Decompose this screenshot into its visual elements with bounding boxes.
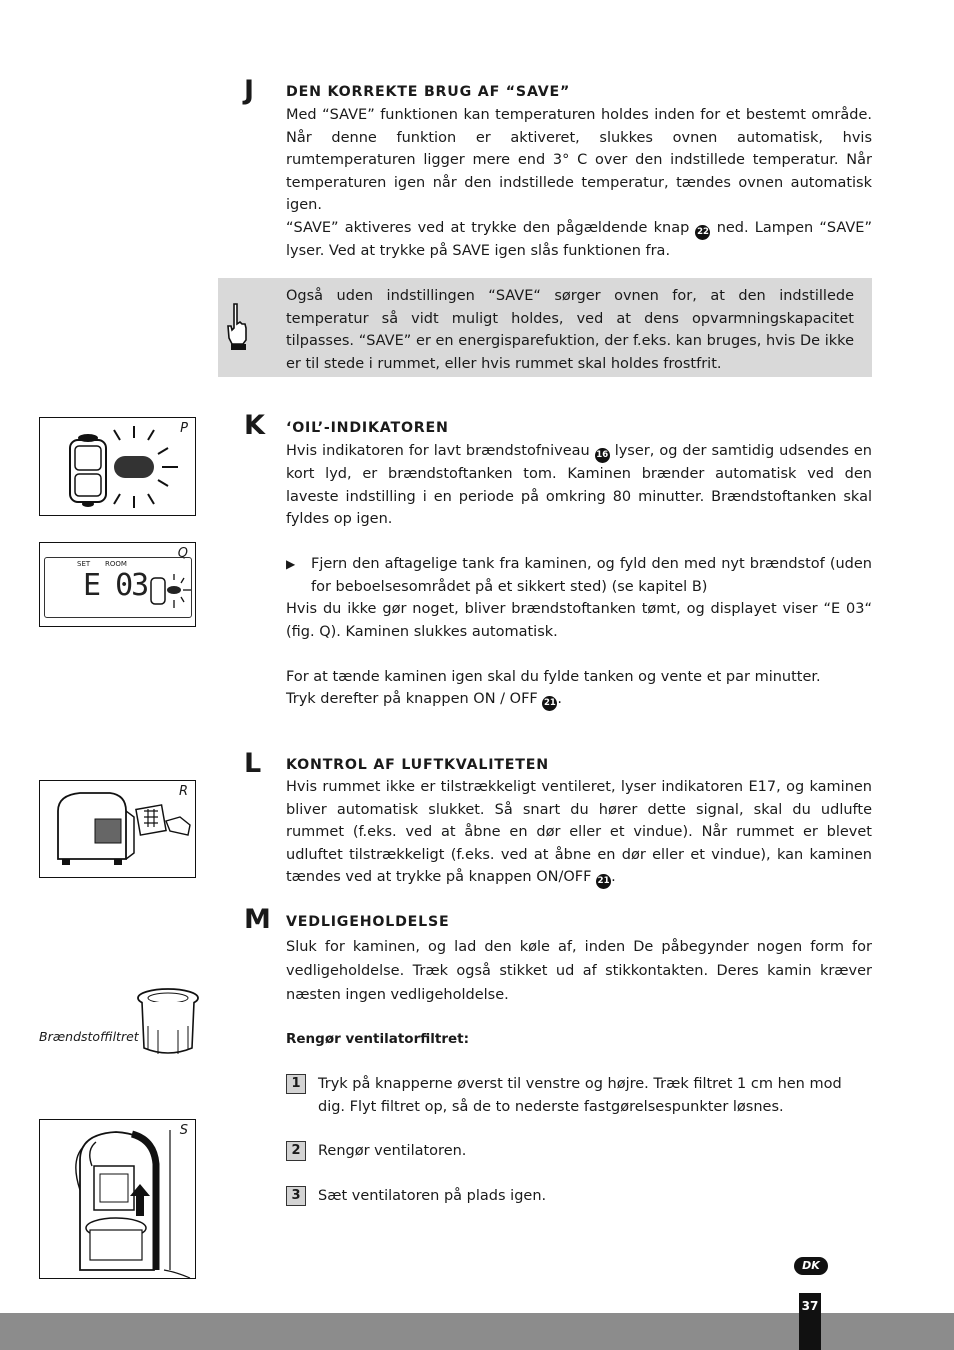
fuel-filter-illustration: [134, 986, 202, 1058]
error-code-display: E 03: [83, 568, 148, 603]
figure-s: [39, 1119, 196, 1279]
section-letter-m: M: [244, 904, 271, 935]
bullet-arrow-icon: ▶: [286, 557, 296, 571]
section-heading-m: VEDLIGEHOLDELSE: [286, 914, 450, 930]
section-text-l: [286, 776, 872, 889]
language-badge: DK: [794, 1257, 828, 1275]
reference-number: 16: [595, 448, 610, 463]
step-number: 3: [286, 1186, 306, 1206]
step-item: [286, 1073, 872, 1118]
tip-box: [218, 278, 872, 377]
figure-label: P: [180, 421, 188, 436]
section-heading-k: ‘OIL’-INDIKATOREN: [286, 420, 449, 436]
section-text-k: [286, 440, 872, 711]
filter-caption: Brændstoffiltret: [39, 1029, 139, 1044]
oil-indicator-illustration: [40, 418, 195, 515]
figure-label: Q: [177, 546, 188, 561]
reference-number: 21: [596, 874, 611, 889]
paragraph: For at tænde kaminen igen skal du fylde tanken og vente et par minutter.: [286, 668, 821, 685]
paragraph: “SAVE” aktiveres ved at trykke den pågældende knap 22 ned. Lampen “SAVE” lyser. Ved at trykke på SAVE igen slås funktionen fra.: [286, 219, 872, 259]
reference-number: 22: [695, 225, 710, 240]
step-text: Tryk på knapperne øverst til venstre og højre. Træk filtret 1 cm hen mod dig. Flyt filtret op, så de to nederste fastgørelsespunkter løsnes.: [318, 1076, 842, 1115]
figure-q: [39, 542, 196, 627]
section-text-j: [286, 104, 872, 262]
step-item: [286, 1140, 872, 1163]
section-letter-l: L: [244, 748, 262, 779]
figure-label: R: [178, 784, 188, 799]
tip-text: Også uden indstillingen “SAVE“ sørger ovnen for, at den indstillede temperatur så vidt muligt holdes, ved at dens opvarmningskapacitet tilpasses. “SAVE” er en energisparefuktion, der f.eks. kan bruges, hvis De ikke er til stede i rummet, eller hvis rummet skal holdes frostfrit.: [286, 288, 854, 372]
set-label: SET: [77, 560, 91, 568]
paragraph: Hvis du ikke gør noget, bliver brændstoftanken tømt, og displayet viser “E 03“ (fig. Q). Kaminen slukkes automatisk.: [286, 601, 872, 640]
section-letter-j: J: [244, 75, 255, 106]
room-label: ROOM: [105, 560, 127, 568]
subheading: Rengør ventilatorfiltret:: [286, 1031, 469, 1047]
section-letter-k: K: [244, 410, 265, 441]
ventilator-filter-illustration: [40, 1120, 195, 1278]
page-number: 37: [799, 1293, 821, 1350]
section-text-m: Sluk for kaminen, og lad den køle af, inden De påbegynder nogen form for vedligeholdelse. Træk også stikket ud af stikkontakten. Deres kamin kræver næsten ingen vedligeholdelse.: [286, 939, 872, 1003]
step-text: Sæt ventilatoren på plads igen.: [318, 1188, 547, 1204]
lcd-display: [44, 557, 192, 618]
paragraph: Hvis indikatoren for lavt brændstofniveau 16 lyser, og der samtidig udsendes en kort lyd, er brændstoftanken tom. Kaminen brænder automatisk ved den laveste indstilling i en periode på omkring 80 minutter. Brændstoftanken skal fyldes op igen.: [286, 443, 872, 527]
step-text: Rengør ventilatoren.: [318, 1143, 467, 1159]
step-number: 1: [286, 1074, 306, 1094]
figure-p: [39, 417, 196, 516]
paragraph: Tryk derefter på knappen ON / OFF 21 .: [286, 688, 872, 711]
pointing-hand-icon: [224, 302, 250, 352]
reference-number: 21: [542, 696, 557, 711]
figure-r: [39, 780, 196, 878]
figure-label: S: [179, 1123, 188, 1138]
oil-indicator-icon: [149, 568, 193, 614]
paragraph: Med “SAVE” funktionen kan temperaturen holdes inden for et bestemt område. Når denne funktion er aktiveret, slukkes ovnen automatisk, hvis rumtemperaturen ligger mere end 3° C over den indstillede temperatur. Når temperaturen igen når den indstillede temperatur, tændes ovnen automatisk igen.: [286, 107, 872, 213]
paragraph: Hvis rummet ikke er tilstrækkeligt ventileret, lyser indikatoren E17, og kaminen bliver automatisk slukket. Så snart du hører dette signal, skal du udlufte rummet (f.eks. ved at åbne en dør eller et vindue). Når rummet er blevet udluftet tilstrækkeligt (f.eks. ved at åbne en dør eller et vindue), kan kaminen tændes ved at trykke på knappen ON/OFF 21 .: [286, 776, 872, 889]
step-number: 2: [286, 1141, 306, 1161]
heater-filter-illustration: [40, 781, 195, 877]
bullet-item: ▶ Fjern den aftagelige tank fra kaminen, og fyld den med nyt brændstof (uden for beboelsesområdet på et sikkert sted) (se kapitel B): [286, 553, 872, 598]
step-item: [286, 1185, 872, 1208]
section-heading-j: DEN KORREKTE BRUG AF “SAVE”: [286, 84, 571, 100]
section-heading-l: KONTROL AF LUFTKVALITETEN: [286, 757, 549, 773]
